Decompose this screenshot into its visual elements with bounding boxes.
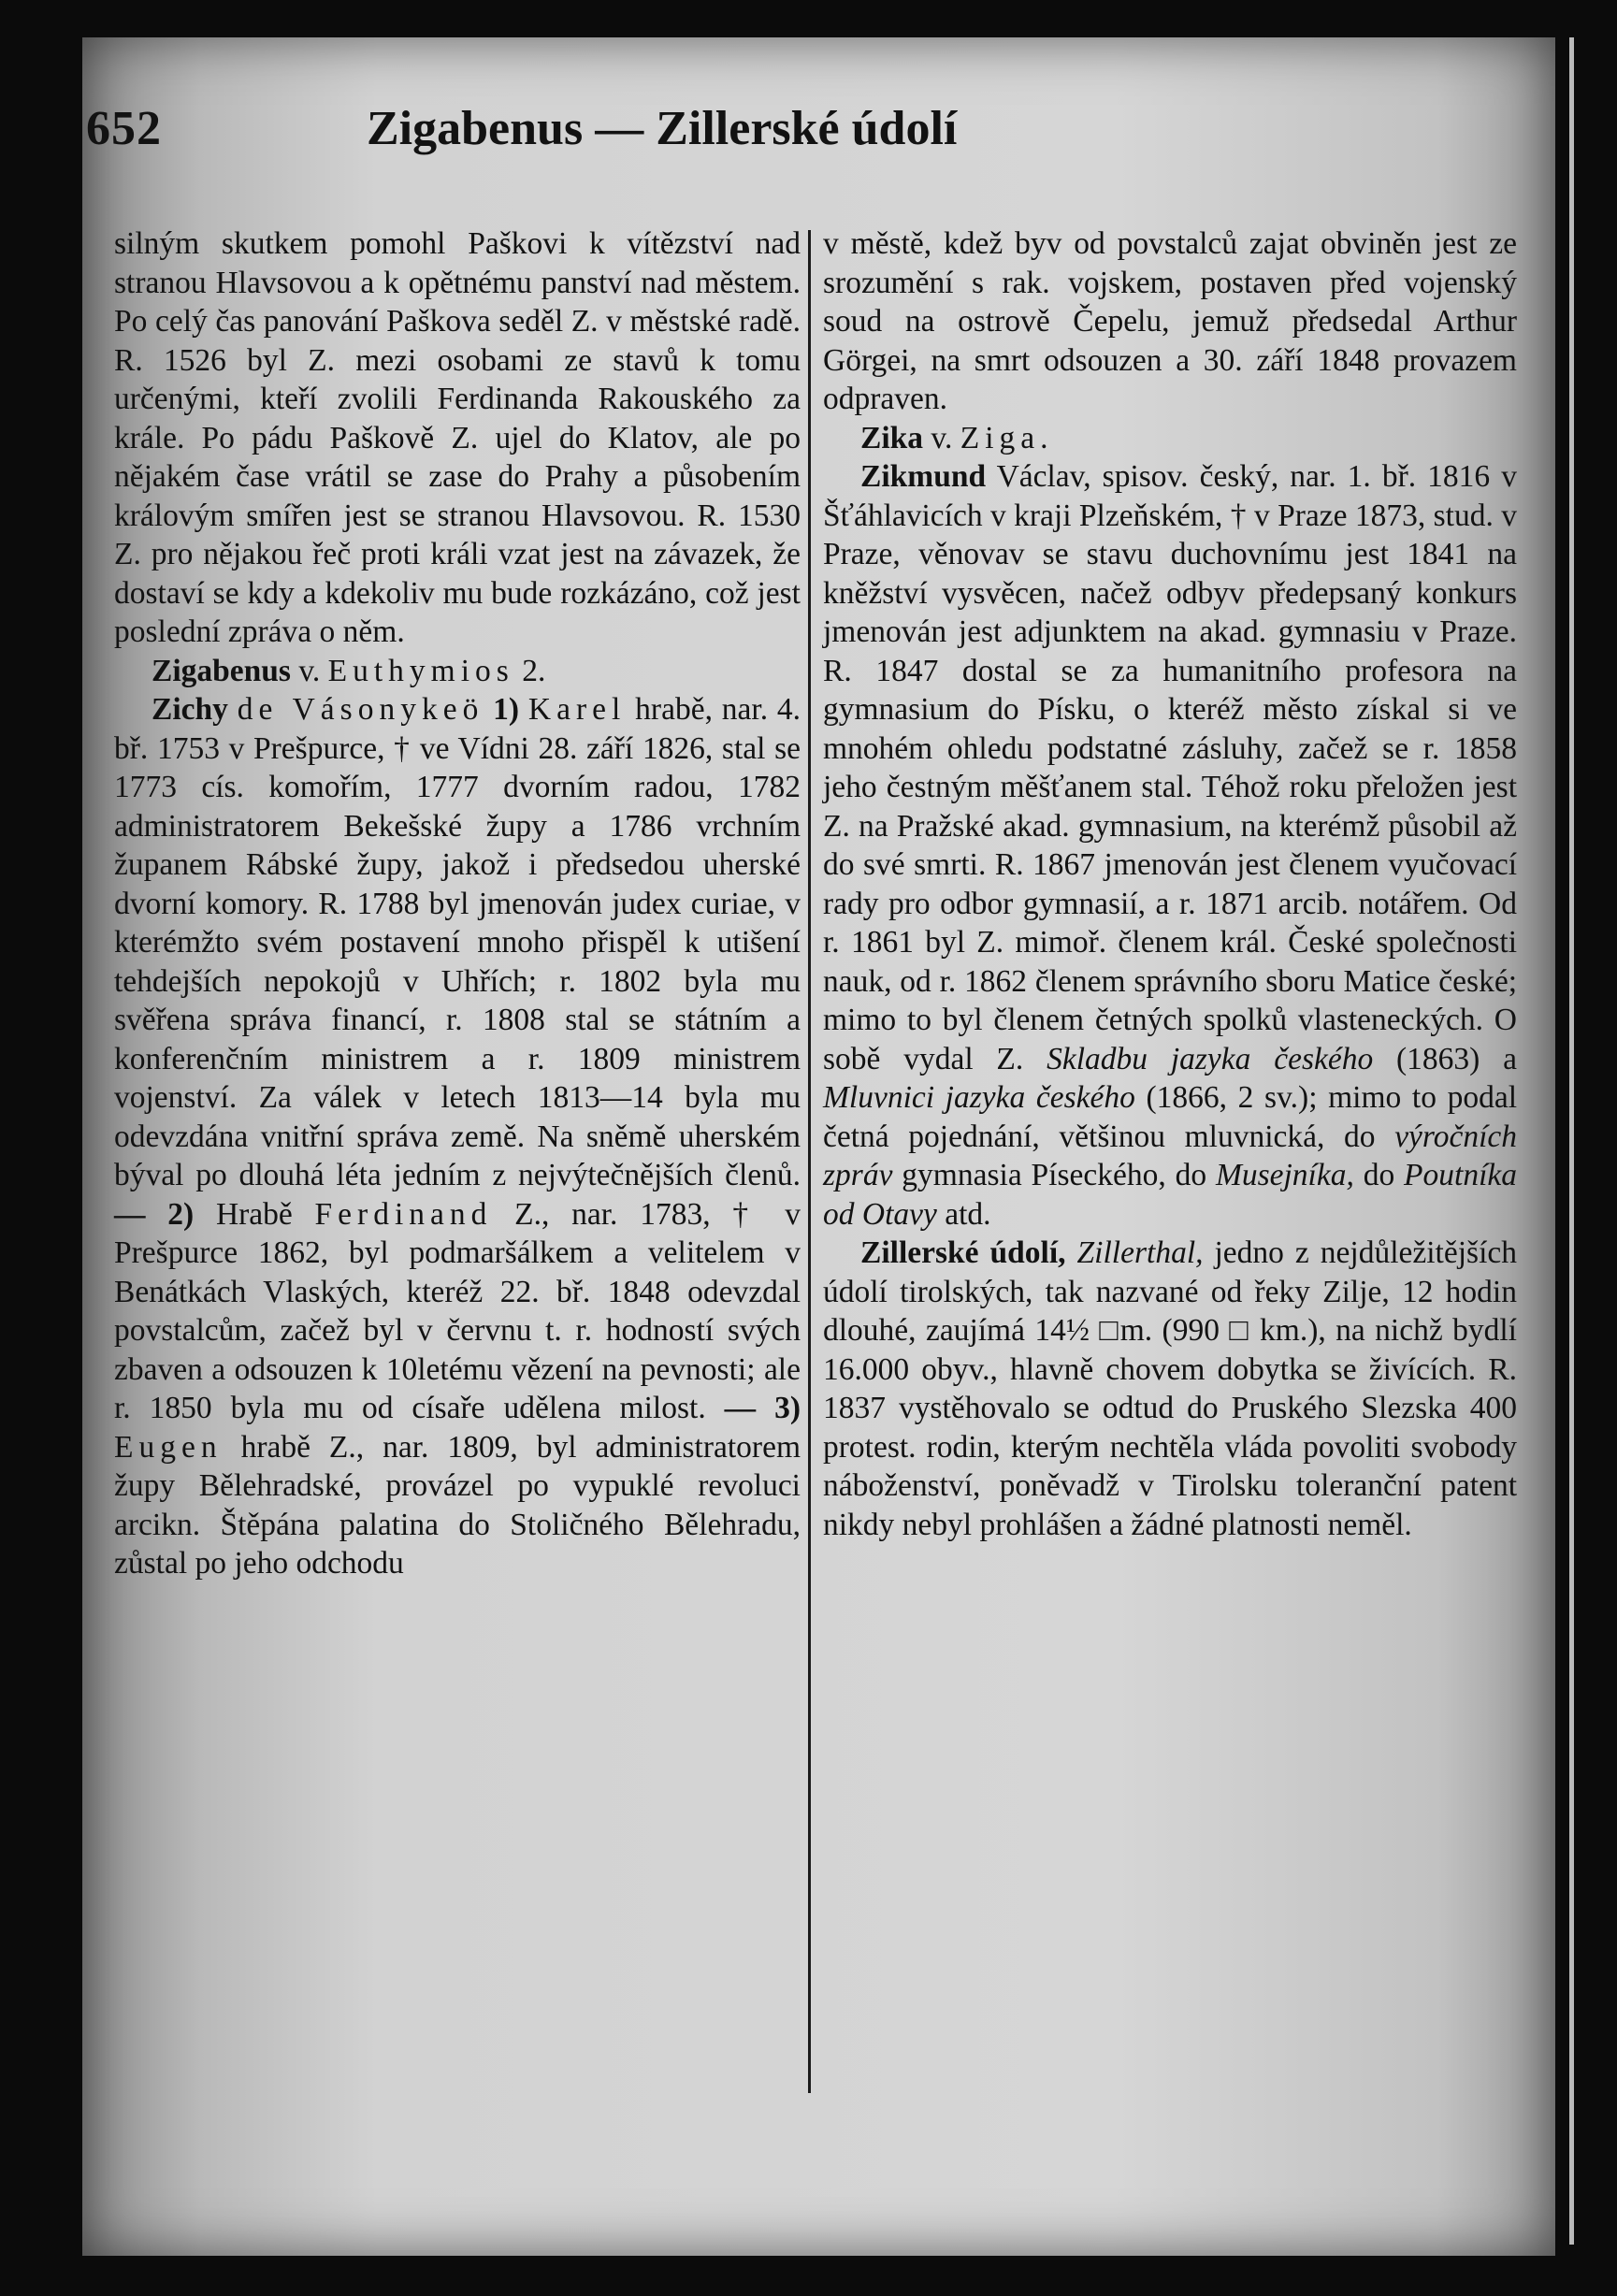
headword: Zillerské údolí, [860, 1235, 1066, 1270]
headword: Zigabenus [152, 653, 291, 688]
zichy-continuation: v městě, kdež byv od povstalců zajat obviněn jest ze srozumění s rak. vojskem, postaven před vojenský soud na ostrově Čepelu, jemuž předsedal Arthur Görgei, na smrt odsouzen a 30. září 1848 provazem odpraven. [823, 226, 1517, 416]
headword: Zikmund [860, 459, 987, 494]
running-head: Zigabenus — Zillerské údolí [367, 102, 958, 155]
page-header [86, 101, 1115, 176]
entry-zigabenus: Zigabenus v. Euthymios 2. [152, 653, 546, 688]
entry-zichy: Zichy de Vásonykeö 1) Karel hrabě, nar. 4. bř. 1753 v Prešpurce, † ve Vídni 28. září 1826, stal se 1773 cís. komořím, 1777 dvorním radou, 1782 administratorem Bekešské župy a 1786 vrchním županem Rábské župy, jakož i předsedou uherské dvorní komory. R. 1788 byl jmenován judex curiae, v kterémžto svém postavení mnoho přispěl k utišení tehdejších nepokojů v Uhřích; r. 1802 byla mu svěřena správa financí, r. 1808 stal se státním a konferenčním ministrem a r. 1809 ministrem vojenství. Za válek v letech 1813—14 byla mu odevzdána vnitřní správa země. Na sněmě uherském býval po dlouhá léta jedním z nejvýtečnějších členů. — 2) Hrabě Ferdinand Z., nar. 1783, † v Prešpurce 1862, byl podmaršálkem a velitelem v Benátkách Vlaských, kteréž 22. bř. 1848 odevzdal povstalcům, začež byl v červnu t. r. hodností svých zbaven a odsouzen k 10letému vězení na pevnosti; ale r. 1850 byla mu od císaře udělena milost. — 3) Eugen hrabě Z., nar. 1809, byl administratorem župy Bělehradské, provázel po vypuklé revoluci arcikn. Štěpána palatina do Stoličného Bělehradu, zůstal po jeho odchodu [114, 692, 801, 1581]
work-title: Poutníka od Otavy [823, 1158, 1517, 1232]
zapolsky-continuation: silným skutkem pomohl Paškovi k vítězství nad stranou Hlavsovou a k opětnému panství nad městem. Po celý čas panování Paškova seděl Z. v městské radě. R. 1526 byl Z. mezi osobami ze stavů k tomu určenými, kteří zvolili Ferdinanda Rakouského za krále. Po pádu Paškově Z. ujel do Klatov, ale po nějakém čase vrátil se zase do Prahy a působením královým smířen jest se stranou Hlavsovou. R. 1530 Z. pro nějakou řeč proti králi vzat jest na závazek, že dostaví se kdy a kdekoliv mu bude rozkázáno, což jest poslední zpráva o něm. [114, 226, 801, 649]
entry-zillerske-udoli: Zillerské údolí, Zillerthal, jedno z nejdůležitějších údolí tirolských, tak nazvané od řeky Zilje, 12 hodin dlouhé, zaujímá 14½ □m. (990 □ km.), na nichž bydlí 16.000 obyv., hlavně chovem dobytka se živících. R. 1837 vystěhovalo se odtud do Pruského Slezska 400 protest. rodin, kterým nechtěla vláda povoliti svobody náboženství, poněvadž v Tirolsku toleranční patent nikdy nebyl prohlášen a žádné platnosti neměl. [823, 1235, 1518, 1542]
page-edge [1569, 37, 1574, 2245]
column-rule [808, 230, 811, 2093]
left-column [114, 224, 801, 1583]
right-column [823, 224, 1517, 1544]
work-title: Mluvnici jazyka českého [823, 1080, 1135, 1115]
work-title: Skladbu jazyka českého [1047, 1041, 1374, 1076]
headword: Zika [860, 420, 924, 455]
entry-zikmund: Zikmund Václav, spisov. český, nar. 1. bř. 1816 v Šťáhlavicích v kraji Plzeňském, † v Praze 1873, stud. v Praze, věnovav se stavu duchovnímu jest 1841 na kněžství vysvěcen, načež odbyv předepsaný konkurs jmenován jest adjunktem na akad. gymnasiu v Praze. R. 1847 dostal se za humanitního profesora na gymnasium do Písku, o kteréž město získal si ve mnohém ohledu podstatné zásluhy, začež se r. 1858 jeho čestným měšťanem stal. Téhož roku přeložen jest Z. na Pražské akad. gymnasium, na kterémž působil až do své smrti. R. 1867 jmenován jest členem vyučovací rady pro odbor gymnasií, a r. 1871 arcib. notářem. Od r. 1861 byl Z. mimoř. členem král. České společnosti nauk, od r. 1862 členem správního sboru Matice české; mimo to byl členem četných spolků vlasteneckých. O sobě vydal Z. Skladbu jazyka českého (1863) a Mluvnici jazyka českého (1866, 2 sv.); mimo to podal četná pojednání, většinou mluvnická, do výročních zpráv gymnasia Píseckého, do Musejníka, do Poutníka od Otavy atd. [823, 459, 1518, 1232]
cross-reference: Ziga. [960, 420, 1054, 455]
page-number: 652 [86, 102, 162, 155]
work-title: Musejníka, [1215, 1158, 1354, 1192]
headword: Zichy [152, 692, 228, 727]
work-title: výročních zpráv [823, 1119, 1518, 1192]
entry-zika: Zika v. Ziga. [860, 420, 1054, 455]
cross-reference: Euthymios [327, 653, 514, 688]
